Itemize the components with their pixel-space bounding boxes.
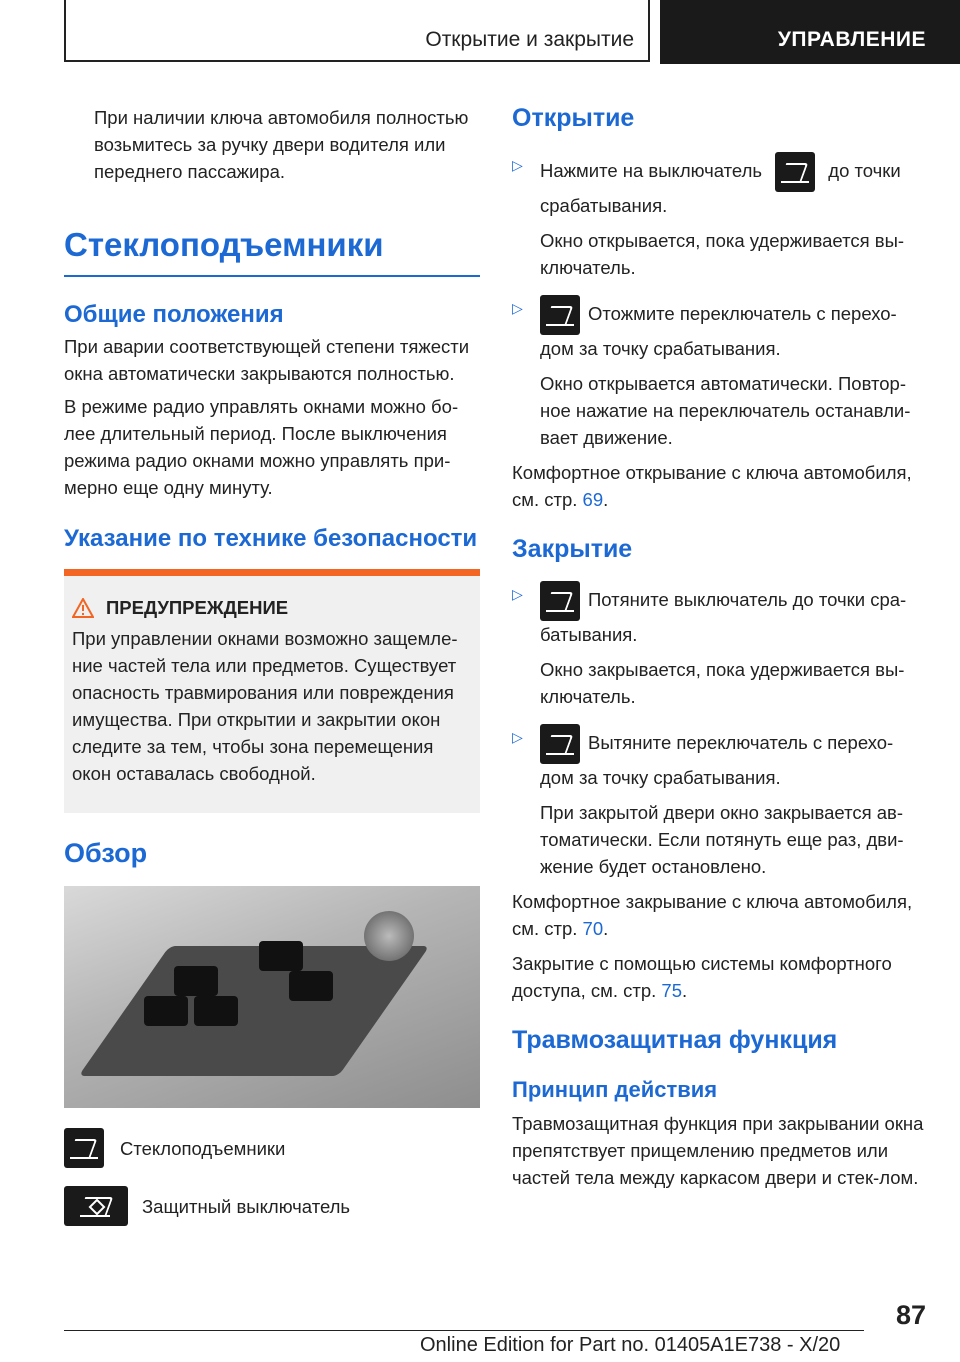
window-switch-icon bbox=[259, 941, 303, 971]
window-switch-icon bbox=[194, 996, 238, 1026]
close-step-2 bbox=[512, 724, 926, 880]
legend-label-2: Защитный выключатель bbox=[142, 1195, 351, 1217]
close-step1-result: Окно закрывается, пока удерживается вы-ключатель. bbox=[540, 659, 905, 707]
edition-text: Online Edition for Part no. 01405A1E738 - X/20 bbox=[420, 1334, 841, 1356]
close-access-text: Закрытие с помощью системы комфортного доступа, см. стр. 75. bbox=[512, 953, 892, 1001]
general-paragraph-1: При аварии соответствующей степени тяжести окна автоматически закрываются полностью. bbox=[64, 336, 470, 384]
page-number: 87 bbox=[895, 1300, 926, 1330]
warning-triangle-icon bbox=[72, 598, 94, 618]
pinch-heading: Травмозащитная функция bbox=[512, 1026, 838, 1054]
warning-title: ПРЕДУПРЕЖДЕНИЕ bbox=[106, 597, 289, 618]
open-step-1 bbox=[512, 152, 926, 281]
warning-text: При управлении окнами возможно защемле-ние частей тела или предметов. Существует опасность травмирования или повреждения имущества. При открытии и закрытии окон следите за тем, чтобы зона перемещения окон оставалась свободной. bbox=[72, 628, 458, 784]
page-link-69[interactable]: 69 bbox=[582, 489, 604, 510]
principle-text: Травмозащитная функция при закрывании окна препятствует прищемлению предметов или частей тела между каркасом двери и стек-лом. bbox=[512, 1113, 924, 1188]
left-column bbox=[64, 104, 480, 1226]
close-comfort-text: Комфортное закрывание с ключа автомобиля, см. стр. 70. bbox=[512, 891, 913, 939]
overview-heading: Обзор bbox=[64, 838, 148, 868]
principle-heading: Принцип действия bbox=[512, 1077, 718, 1102]
legend-item-2 bbox=[64, 1186, 480, 1226]
general-heading: Общие положения bbox=[64, 301, 284, 328]
warning-rule bbox=[64, 569, 480, 576]
close-comfort-pre: Комфортное закрывание с ключа автомобиля, см. стр. bbox=[512, 891, 913, 939]
open-step1-post: до точки срабатывания. bbox=[540, 159, 901, 216]
legend-label-1: Стеклоподъемники bbox=[120, 1137, 286, 1159]
window-lifter-icon bbox=[540, 295, 580, 335]
windows-heading: Стеклоподъемники bbox=[64, 226, 384, 263]
close-step-1 bbox=[512, 581, 926, 710]
window-lifter-icon bbox=[540, 724, 580, 764]
window-lifter-icon bbox=[540, 581, 580, 621]
close-step1: Потяните выключатель до точки сра-батывания. bbox=[540, 588, 907, 645]
footer-rule bbox=[64, 1330, 864, 1331]
window-switch-icon bbox=[144, 996, 188, 1026]
window-switch-icon bbox=[174, 966, 218, 996]
page-link-75[interactable]: 75 bbox=[661, 980, 682, 1001]
window-lifter-icon bbox=[775, 152, 815, 192]
header-chapter-box bbox=[660, 0, 960, 64]
open-step-2 bbox=[512, 295, 926, 451]
section-title: Открытие и закрытие bbox=[425, 28, 634, 51]
right-column bbox=[512, 104, 926, 1191]
open-step1-result: Окно открывается, пока удерживается вы-ключатель. bbox=[540, 230, 905, 278]
window-lifter-icon bbox=[64, 1128, 104, 1168]
warning-title-row bbox=[72, 594, 472, 621]
general-paragraph-2: В режиме радио управлять окнами можно бо-лее длительный период. После выключения режима радио окнами можно управлять при-мерно еще одну минуту. bbox=[64, 396, 459, 498]
window-switch-icon bbox=[289, 971, 333, 1001]
close-step2: Вытяните переключатель с перехо-дом за точку срабатывания. bbox=[540, 731, 894, 788]
step-bullet-icon: ▷ bbox=[512, 300, 523, 316]
switch-panel bbox=[78, 946, 429, 1076]
chapter-title: УПРАВЛЕНИЕ bbox=[777, 28, 926, 51]
close-access-pre: Закрытие с помощью системы комфортного доступа, см. стр. bbox=[512, 953, 892, 1001]
window-switches-photo bbox=[64, 886, 480, 1108]
open-comfort-pre: Комфортное открывание с ключа автомобиля, см. стр. bbox=[512, 462, 912, 510]
legend-item-1 bbox=[64, 1128, 480, 1168]
open-step2-result: Окно открывается автоматически. Повтор-ное нажатие на переключатель останавли-вает движение. bbox=[540, 373, 911, 448]
page-link-70[interactable]: 70 bbox=[582, 918, 604, 939]
step-bullet-icon: ▷ bbox=[512, 157, 523, 173]
step-bullet-icon: ▷ bbox=[512, 586, 523, 602]
safety-switch-icon bbox=[64, 1186, 128, 1226]
close-step2-result: При закрытой двери окно закрывается ав-томатически. Если потянуть еще раз, дви-жение будет остановлено. bbox=[540, 802, 904, 877]
intro-text: При наличии ключа автомобиля полностью возьмитесь за ручку двери водителя или переднего пассажира. bbox=[94, 107, 469, 182]
open-comfort-text: Комфортное открывание с ключа автомобиля, см. стр. 69. bbox=[512, 462, 912, 510]
header-section-box bbox=[64, 0, 650, 62]
open-step2: Отожмите переключатель с перехо-дом за точку срабатывания. bbox=[540, 302, 897, 359]
step-bullet-icon: ▷ bbox=[512, 729, 523, 745]
open-heading: Открытие bbox=[512, 104, 635, 132]
open-step1-pre: Нажмите на выключатель bbox=[540, 159, 762, 181]
close-heading: Закрытие bbox=[512, 535, 633, 563]
warning-box bbox=[64, 576, 480, 813]
safety-heading: Указание по технике безопасности bbox=[64, 525, 478, 552]
mirror-control-icon bbox=[364, 911, 414, 961]
